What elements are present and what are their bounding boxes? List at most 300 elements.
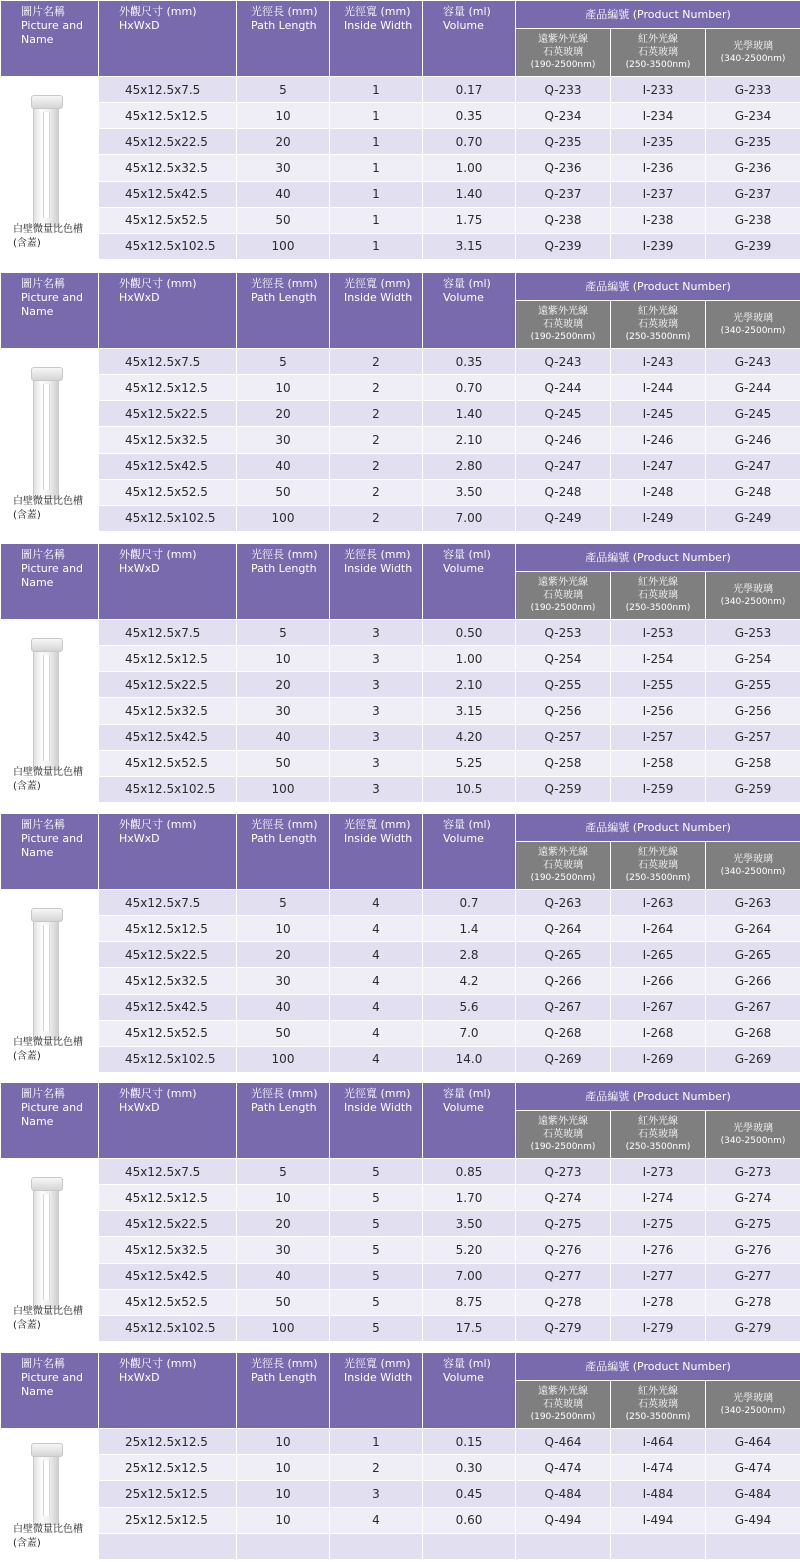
cuvette-window: [43, 1460, 50, 1516]
cell-path-length: 10: [237, 1429, 330, 1455]
spec-table-4: [0, 813, 800, 1073]
cell-g-number: G-247: [706, 453, 800, 479]
header-q-quartz-text: 遠紫外光線: [538, 847, 588, 858]
table-row: [1, 994, 800, 1020]
cell-dimensions: 25x12.5x12.5: [99, 1429, 237, 1455]
cell-volume: 8.75: [423, 1289, 516, 1315]
cell-path-length: 10: [237, 1455, 330, 1481]
cell-dimensions: 45x12.5x102.5: [99, 233, 237, 259]
cell-dimensions: 45x12.5x42.5: [99, 181, 237, 207]
cell-g-number: G-236: [706, 155, 800, 181]
cell-q-number: Q-237: [516, 181, 611, 207]
header-g-glass-range: (340-2500nm): [720, 1405, 786, 1416]
header-inside-width-text: 光徑長 (mm): [344, 548, 411, 561]
header-product-number: 產品編號 (Product Number): [516, 1353, 800, 1381]
cell-g-number: G-278: [706, 1289, 800, 1315]
header-picture-name-text: Picture and: [21, 291, 84, 304]
cell-inside-width: 5: [330, 1263, 423, 1289]
header-i-quartz-text: 石英玻璃: [638, 590, 678, 601]
header-volume-text: Volume: [443, 291, 484, 304]
product-name-label: [13, 495, 83, 523]
header-path-length-text: 光徑長 (mm): [251, 1357, 318, 1370]
header-picture-name-text: Picture and: [21, 562, 84, 575]
product-picture-cell: [1, 890, 99, 1073]
header-picture-name: [1, 1353, 99, 1429]
table-row: [1, 646, 800, 672]
cell-g-number: G-263: [706, 890, 800, 916]
spec-table-grid: [0, 813, 800, 1073]
cuvette-cap: [31, 1443, 63, 1457]
empty-row: [1, 1533, 800, 1559]
cell-path-length: 10: [237, 646, 330, 672]
spec-table-5: [0, 1082, 800, 1342]
cell-volume: 1.40: [423, 401, 516, 427]
header-dimensions: [99, 814, 237, 890]
header-row: [1, 1083, 800, 1111]
cell-dimensions: 45x12.5x102.5: [99, 505, 237, 531]
header-path-length: [237, 544, 330, 620]
header-row: [1, 1353, 800, 1381]
cell-dimensions: 45x12.5x52.5: [99, 207, 237, 233]
cell-q-number: Q-474: [516, 1455, 611, 1481]
header-q-quartz-text: 遠紫外光線: [538, 34, 588, 45]
cell-volume: 3.15: [423, 698, 516, 724]
cell-i-number: I-273: [611, 1159, 706, 1185]
spec-table-grid: [0, 272, 800, 532]
cell-inside-width: 5: [330, 1159, 423, 1185]
table-row: [1, 233, 800, 259]
header-q-quartz-text: 石英玻璃: [543, 1129, 583, 1140]
cell-path-length: 50: [237, 479, 330, 505]
cell-dimensions: 45x12.5x12.5: [99, 646, 237, 672]
cell-q-number: Q-258: [516, 750, 611, 776]
cell-inside-width: 4: [330, 994, 423, 1020]
cell-g-number: G-234: [706, 103, 800, 129]
cell-g-number: G-255: [706, 672, 800, 698]
header-inside-width-text: Inside Width: [344, 832, 413, 845]
cell-path-length: 100: [237, 505, 330, 531]
cell-dimensions: 45x12.5x7.5: [99, 620, 237, 646]
header-volume-text: 容量 (ml): [443, 818, 491, 831]
spec-table-grid: [0, 543, 800, 803]
header-g-glass: [706, 1111, 800, 1159]
header-dimensions-text: 外觀尺寸 (mm): [119, 1087, 197, 1100]
cell-path-length: 5: [237, 890, 330, 916]
header-inside-width-text: Inside Width: [344, 562, 413, 575]
product-picture-cell: [1, 1159, 99, 1342]
header-row: [1, 273, 800, 301]
table-row: [1, 181, 800, 207]
header-g-glass-text: 光學玻璃: [733, 1122, 773, 1134]
cell-inside-width: 5: [330, 1315, 423, 1341]
cell-q-number: Q-268: [516, 1020, 611, 1046]
cell-g-number: G-269: [706, 1046, 800, 1072]
cuvette-window: [43, 112, 50, 218]
cell-path-length: 50: [237, 750, 330, 776]
table-row: [1, 1429, 800, 1455]
table-row: [1, 942, 800, 968]
cell-g-number: G-264: [706, 916, 800, 942]
cell-inside-width: 4: [330, 1046, 423, 1072]
header-product-number: 產品編號 (Product Number): [516, 1083, 800, 1111]
table-row: [1, 375, 800, 401]
product-name-line2: (含蓋): [13, 1320, 41, 1331]
cell-volume: 1.40: [423, 181, 516, 207]
cell-dimensions: 45x12.5x12.5: [99, 1185, 237, 1211]
cell-inside-width: 5: [330, 1211, 423, 1237]
cell-i-number: I-238: [611, 207, 706, 233]
cuvette-window: [43, 1194, 50, 1300]
cell-volume: 3.50: [423, 1211, 516, 1237]
header-row: [1, 814, 800, 842]
header-i-quartz-text: 紅外光線: [638, 1116, 678, 1127]
header-picture-name-text: Name: [21, 1385, 54, 1398]
cell-g-number: G-238: [706, 207, 800, 233]
cell-q-number: Q-259: [516, 776, 611, 802]
cell-dimensions: 45x12.5x32.5: [99, 698, 237, 724]
cell-i-number: I-244: [611, 375, 706, 401]
cell-q-number: Q-247: [516, 453, 611, 479]
cell-i-number: I-276: [611, 1237, 706, 1263]
cell-volume: 2.8: [423, 942, 516, 968]
header-inside-width-text: Inside Width: [344, 1371, 413, 1384]
cell-volume: 5.6: [423, 994, 516, 1020]
product-name-line2: (含蓋): [13, 781, 41, 792]
cell-i-number: I-236: [611, 155, 706, 181]
header-picture-name: [1, 814, 99, 890]
cell-volume: 2.80: [423, 453, 516, 479]
header-i-quartz: [611, 1111, 706, 1159]
header-q-quartz: [516, 1111, 611, 1159]
cell-volume: 10.5: [423, 776, 516, 802]
cell-dimensions: 25x12.5x12.5: [99, 1455, 237, 1481]
cell-volume: 0.45: [423, 1481, 516, 1507]
cell-dimensions: 45x12.5x102.5: [99, 776, 237, 802]
header-volume: [423, 1, 516, 77]
cell-q-number: Q-484: [516, 1481, 611, 1507]
product-picture-cell: [1, 349, 99, 532]
cell-q-number: Q-249: [516, 505, 611, 531]
cell-q-number: Q-239: [516, 233, 611, 259]
header-picture-name: [1, 544, 99, 620]
header-volume: [423, 544, 516, 620]
cell-g-number: G-267: [706, 994, 800, 1020]
cell-i-number: I-235: [611, 129, 706, 155]
cell-g-number: G-273: [706, 1159, 800, 1185]
cell-volume: 1.00: [423, 646, 516, 672]
table-row: [1, 1020, 800, 1046]
cell-i-number: I-233: [611, 77, 706, 103]
header-picture-name-text: Name: [21, 1115, 54, 1128]
header-g-glass-text: 光學玻璃: [733, 40, 773, 52]
cell-inside-width: 3: [330, 776, 423, 802]
header-g-glass-text: 光學玻璃: [733, 853, 773, 865]
table-row: [1, 129, 800, 155]
cell-path-length: 10: [237, 103, 330, 129]
cell-volume: 7.00: [423, 505, 516, 531]
cell-q-number: Q-269: [516, 1046, 611, 1072]
cell-inside-width: 1: [330, 103, 423, 129]
spec-table-grid: [0, 1352, 800, 1560]
cuvette-body: [33, 1453, 59, 1525]
table-row: [1, 77, 800, 103]
cell-volume: 7.00: [423, 1263, 516, 1289]
header-path-length: [237, 273, 330, 349]
cell-path-length: 40: [237, 1263, 330, 1289]
header-picture-name: [1, 1083, 99, 1159]
header-volume-text: Volume: [443, 832, 484, 845]
cell-dimensions: 45x12.5x12.5: [99, 103, 237, 129]
header-volume-text: Volume: [443, 1101, 484, 1114]
empty-cell: [423, 1533, 516, 1559]
empty-cell: [330, 1533, 423, 1559]
cell-q-number: Q-267: [516, 994, 611, 1020]
product-name-label: [13, 1523, 83, 1551]
header-picture-name-text: Name: [21, 305, 54, 318]
cell-inside-width: 5: [330, 1289, 423, 1315]
cell-path-length: 40: [237, 453, 330, 479]
cell-inside-width: 3: [330, 1481, 423, 1507]
header-volume: [423, 1083, 516, 1159]
header-path-length: [237, 814, 330, 890]
cell-path-length: 20: [237, 401, 330, 427]
header-i-quartz-text: 紅外光線: [638, 1386, 678, 1397]
cell-i-number: I-239: [611, 233, 706, 259]
header-q-quartz: [516, 29, 611, 77]
header-q-quartz-range: (190-2500nm): [530, 332, 596, 342]
product-picture-cell: [1, 1429, 99, 1560]
header-product-number: 產品編號 (Product Number): [516, 1, 800, 29]
header-q-quartz-text: 遠紫外光線: [538, 1116, 588, 1127]
cell-inside-width: 3: [330, 646, 423, 672]
cell-path-length: 30: [237, 698, 330, 724]
cell-path-length: 30: [237, 427, 330, 453]
product-name-line1: 白壁微量比色槽: [13, 1524, 83, 1535]
empty-cell: [237, 1533, 330, 1559]
header-i-quartz: [611, 301, 706, 349]
product-name-label: [13, 1036, 83, 1064]
header-g-glass: [706, 842, 800, 890]
header-i-quartz: [611, 572, 706, 620]
empty-cell: [516, 1533, 611, 1559]
header-path-length-text: 光徑長 (mm): [251, 548, 318, 561]
cuvette-cap: [31, 367, 63, 381]
header-picture-name-text: Picture and: [21, 1371, 84, 1384]
cell-path-length: 20: [237, 129, 330, 155]
cell-path-length: 5: [237, 620, 330, 646]
spec-table-6: [0, 1352, 800, 1560]
header-picture-name-text: 圖片名稱: [21, 548, 65, 561]
table-row: [1, 1046, 800, 1072]
cell-volume: 1.00: [423, 155, 516, 181]
cell-i-number: I-254: [611, 646, 706, 672]
cell-i-number: I-258: [611, 750, 706, 776]
header-i-quartz-range: (250-3500nm): [625, 873, 691, 883]
cell-inside-width: 3: [330, 672, 423, 698]
header-g-glass: [706, 301, 800, 349]
cell-path-length: 50: [237, 1020, 330, 1046]
cell-volume: 0.15: [423, 1429, 516, 1455]
header-q-quartz-range: (190-2500nm): [530, 60, 596, 70]
cell-q-number: Q-264: [516, 916, 611, 942]
header-g-glass-range: (340-2500nm): [720, 325, 786, 336]
cell-q-number: Q-233: [516, 77, 611, 103]
cell-i-number: I-253: [611, 620, 706, 646]
header-product-number: 產品編號 (Product Number): [516, 814, 800, 842]
header-i-quartz: [611, 29, 706, 77]
cuvette-cap: [31, 908, 63, 922]
cell-volume: 1.4: [423, 916, 516, 942]
table-row: [1, 505, 800, 531]
header-q-quartz-text: 遠紫外光線: [538, 306, 588, 317]
cell-inside-width: 1: [330, 129, 423, 155]
header-i-quartz-range: (250-3500nm): [625, 332, 691, 342]
cell-g-number: G-257: [706, 724, 800, 750]
cell-i-number: I-484: [611, 1481, 706, 1507]
cell-i-number: I-269: [611, 1046, 706, 1072]
cell-inside-width: 4: [330, 890, 423, 916]
cell-g-number: G-277: [706, 1263, 800, 1289]
cell-path-length: 40: [237, 724, 330, 750]
cell-q-number: Q-257: [516, 724, 611, 750]
cell-inside-width: 3: [330, 750, 423, 776]
header-picture-name: [1, 273, 99, 349]
product-name-line2: (含蓋): [13, 1051, 41, 1062]
cell-g-number: G-237: [706, 181, 800, 207]
header-volume-text: 容量 (ml): [443, 1087, 491, 1100]
header-i-quartz-text: 石英玻璃: [638, 1129, 678, 1140]
cell-inside-width: 4: [330, 1507, 423, 1533]
cell-i-number: I-494: [611, 1507, 706, 1533]
header-path-length: [237, 1353, 330, 1429]
header-dimensions: [99, 273, 237, 349]
cell-i-number: I-255: [611, 672, 706, 698]
cell-dimensions: 45x12.5x52.5: [99, 1289, 237, 1315]
table-row: [1, 750, 800, 776]
table-row: [1, 453, 800, 479]
cell-dimensions: 45x12.5x52.5: [99, 750, 237, 776]
cell-i-number: I-264: [611, 916, 706, 942]
spec-table-2: [0, 272, 800, 532]
header-path-length-text: Path Length: [251, 1101, 317, 1114]
cell-g-number: G-235: [706, 129, 800, 155]
header-i-quartz-text: 石英玻璃: [638, 1399, 678, 1410]
cell-dimensions: 45x12.5x102.5: [99, 1046, 237, 1072]
cell-q-number: Q-277: [516, 1263, 611, 1289]
header-inside-width-text: Inside Width: [344, 1101, 413, 1114]
cell-path-length: 20: [237, 942, 330, 968]
product-name-line2: (含蓋): [13, 1538, 41, 1549]
table-row: [1, 1237, 800, 1263]
header-picture-name-text: Picture and: [21, 1101, 84, 1114]
empty-cell: [706, 1533, 800, 1559]
header-g-glass-text: 光學玻璃: [733, 1392, 773, 1404]
header-dimensions-text: 外觀尺寸 (mm): [119, 548, 197, 561]
table-row: [1, 672, 800, 698]
header-dimensions-text: HxWxD: [119, 832, 160, 845]
header-path-length-text: Path Length: [251, 291, 317, 304]
product-name-line1: 白壁微量比色槽: [13, 1306, 83, 1317]
table-row: [1, 1455, 800, 1481]
cell-inside-width: 2: [330, 479, 423, 505]
cell-g-number: G-266: [706, 968, 800, 994]
cell-g-number: G-276: [706, 1237, 800, 1263]
header-g-glass-range: (340-2500nm): [720, 1135, 786, 1146]
cell-inside-width: 3: [330, 724, 423, 750]
header-picture-name: [1, 1, 99, 77]
cell-i-number: I-263: [611, 890, 706, 916]
header-q-quartz-text: 石英玻璃: [543, 319, 583, 330]
cell-i-number: I-266: [611, 968, 706, 994]
cell-volume: 4.20: [423, 724, 516, 750]
cell-g-number: G-268: [706, 1020, 800, 1046]
header-g-glass-range: (340-2500nm): [720, 866, 786, 877]
cuvette-body: [33, 918, 59, 1040]
cell-volume: 17.5: [423, 1315, 516, 1341]
header-q-quartz-text: 石英玻璃: [543, 1399, 583, 1410]
header-dimensions-text: HxWxD: [119, 1101, 160, 1114]
cuvette-body: [33, 1187, 59, 1309]
header-i-quartz-range: (250-3500nm): [625, 60, 691, 70]
cell-dimensions: 25x12.5x12.5: [99, 1507, 237, 1533]
cell-volume: 4.2: [423, 968, 516, 994]
cell-dimensions: 45x12.5x52.5: [99, 1020, 237, 1046]
table-row: [1, 155, 800, 181]
cell-path-length: 40: [237, 994, 330, 1020]
product-name-line1: 白壁微量比色槽: [13, 224, 83, 235]
cell-inside-width: 5: [330, 1185, 423, 1211]
cell-path-length: 5: [237, 349, 330, 375]
header-volume-text: Volume: [443, 19, 484, 32]
cell-volume: 0.35: [423, 349, 516, 375]
cuvette-cap: [31, 1177, 63, 1191]
header-path-length-text: Path Length: [251, 562, 317, 575]
product-name-line1: 白壁微量比色槽: [13, 496, 83, 507]
cell-g-number: G-254: [706, 646, 800, 672]
spec-table-1: [0, 0, 800, 260]
header-dimensions-text: HxWxD: [119, 562, 160, 575]
cell-g-number: G-245: [706, 401, 800, 427]
header-g-glass-text: 光學玻璃: [733, 583, 773, 595]
header-g-glass-range: (340-2500nm): [720, 596, 786, 607]
table-row: [1, 776, 800, 802]
cell-i-number: I-257: [611, 724, 706, 750]
cell-inside-width: 4: [330, 968, 423, 994]
product-name-label: [13, 1305, 83, 1333]
table-row: [1, 620, 800, 646]
cell-volume: 2.10: [423, 427, 516, 453]
cell-dimensions: 45x12.5x42.5: [99, 1263, 237, 1289]
table-row: [1, 968, 800, 994]
header-picture-name-text: 圖片名稱: [21, 818, 65, 831]
header-volume: [423, 273, 516, 349]
cell-i-number: I-243: [611, 349, 706, 375]
cell-volume: 0.60: [423, 1507, 516, 1533]
header-q-quartz-range: (190-2500nm): [530, 873, 596, 883]
cell-path-length: 50: [237, 207, 330, 233]
cell-volume: 2.10: [423, 672, 516, 698]
cell-q-number: Q-248: [516, 479, 611, 505]
cuvette-cap: [31, 95, 63, 109]
cell-volume: 0.35: [423, 103, 516, 129]
cell-dimensions: 45x12.5x12.5: [99, 916, 237, 942]
cell-g-number: G-494: [706, 1507, 800, 1533]
header-dimensions-text: HxWxD: [119, 19, 160, 32]
table-row: [1, 698, 800, 724]
table-row: [1, 401, 800, 427]
product-name-line2: (含蓋): [13, 238, 41, 249]
header-inside-width-text: Inside Width: [344, 19, 413, 32]
